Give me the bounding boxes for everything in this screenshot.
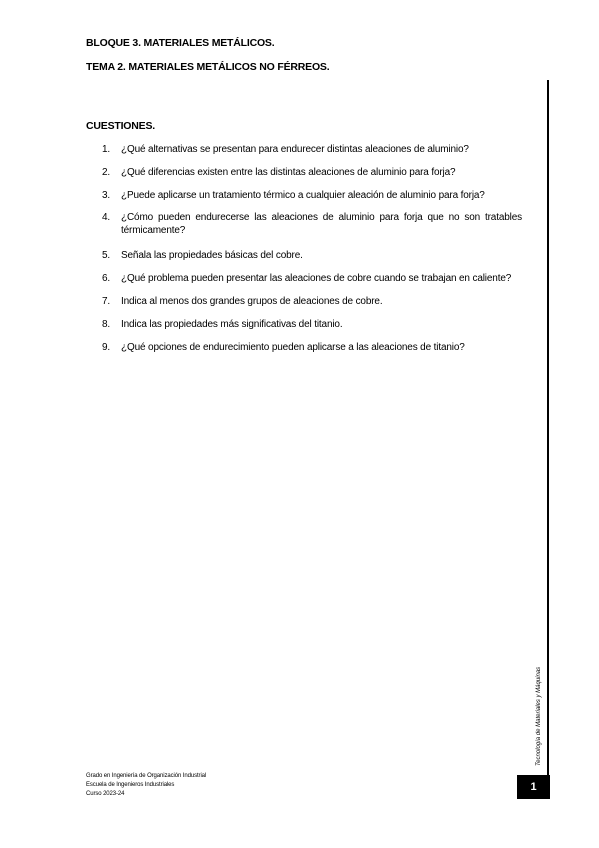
question-number: 5. — [102, 250, 111, 261]
margin-rule — [547, 80, 549, 798]
question-text: Señala las propiedades básicas del cobre. — [121, 250, 303, 261]
question-text: Indica las propiedades más significativas del titanio. — [121, 319, 343, 330]
question-text: Indica al menos dos grandes grupos de aleaciones de cobre. — [121, 296, 383, 307]
footer-year: Curso 2023-24 — [86, 791, 125, 797]
question-number: 2. — [102, 167, 111, 178]
question-number: 8. — [102, 319, 111, 330]
question-item — [102, 318, 522, 331]
question-number: 9. — [102, 342, 111, 353]
question-item — [102, 166, 522, 179]
question-item — [102, 295, 522, 308]
question-number: 1. — [102, 144, 111, 155]
side-course-label: Tecnología de Materiales y Máquinas — [536, 666, 542, 766]
footer-degree: Grado en Ingeniería de Organización Industrial — [86, 773, 207, 779]
question-text: ¿Cómo pueden endurecerse las aleaciones de aluminio para forja que no son tratables térmicamente? — [121, 212, 522, 236]
question-number: 4. — [102, 212, 111, 223]
question-item — [102, 143, 522, 156]
question-text: ¿Qué alternativas se presentan para endurecer distintas aleaciones de aluminio? — [121, 144, 469, 155]
question-item — [102, 272, 522, 285]
page-number: 1 — [517, 775, 550, 799]
question-text: ¿Qué opciones de endurecimiento pueden aplicarse a las aleaciones de titanio? — [121, 342, 465, 353]
question-number: 6. — [102, 273, 111, 284]
question-text: ¿Puede aplicarse un tratamiento térmico a cualquier aleación de aluminio para forja? — [121, 190, 485, 201]
question-item — [102, 341, 522, 354]
question-text: ¿Qué problema pueden presentar las aleaciones de cobre cuando se trabajan en caliente? — [121, 273, 512, 284]
question-number: 3. — [102, 190, 111, 201]
question-text: ¿Qué diferencias existen entre las distintas aleaciones de aluminio para forja? — [121, 167, 456, 178]
question-item — [102, 211, 522, 237]
topic-title: TEMA 2. MATERIALES METÁLICOS NO FÉRREOS. — [86, 61, 330, 73]
footer-school: Escuela de Ingenieros Industriales — [86, 782, 175, 788]
block-title: BLOQUE 3. MATERIALES METÁLICOS. — [86, 37, 275, 49]
question-item — [102, 189, 522, 202]
question-number: 7. — [102, 296, 111, 307]
section-title: CUESTIONES. — [86, 120, 155, 132]
question-item — [102, 249, 522, 262]
